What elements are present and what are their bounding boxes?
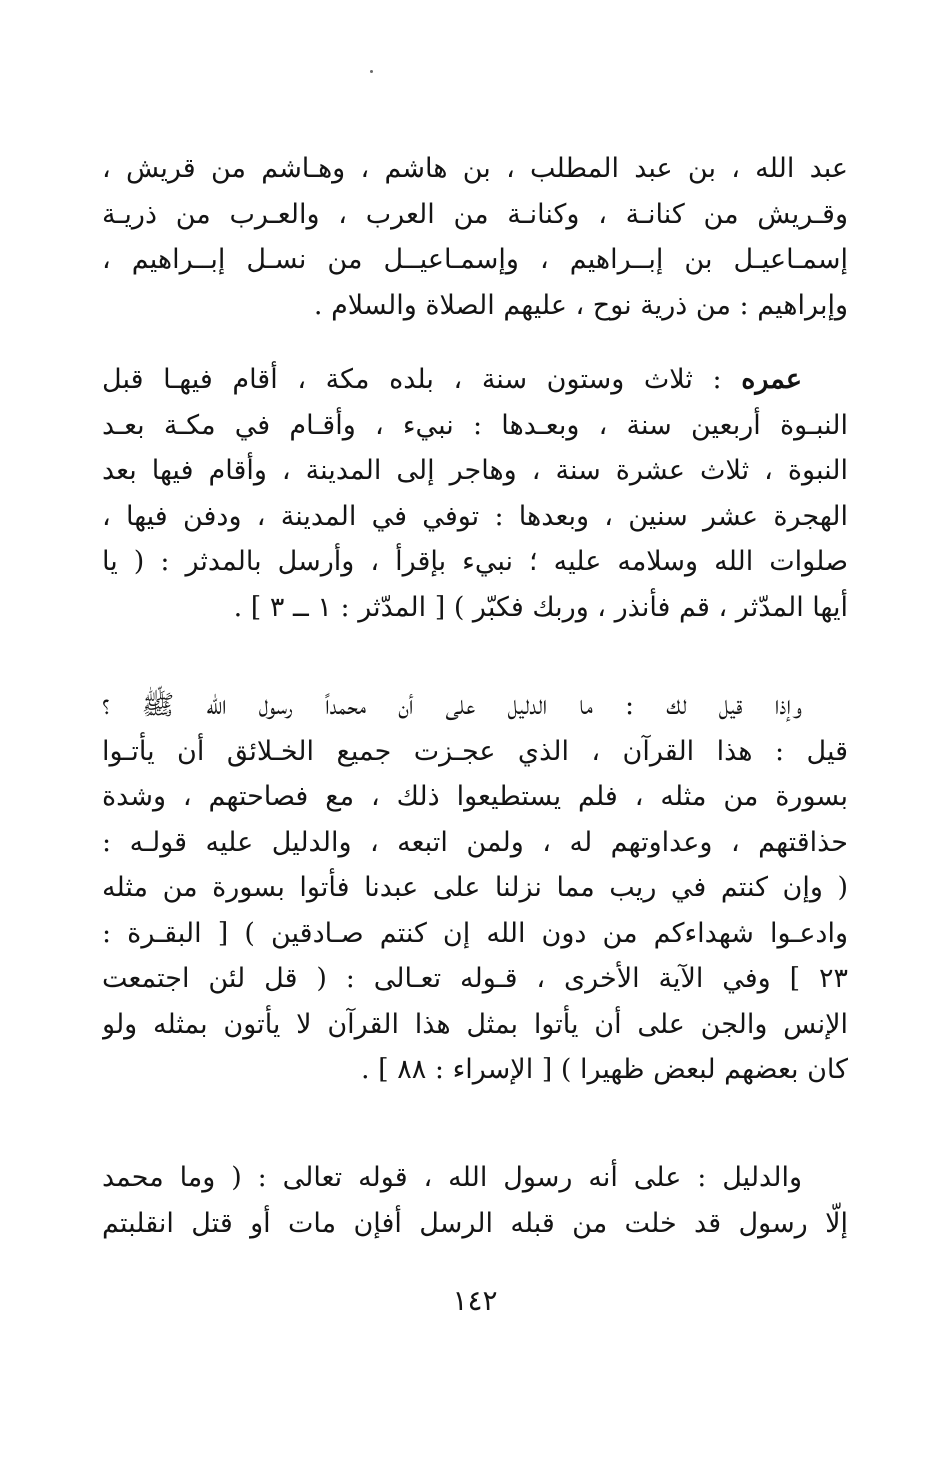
text-line: والدليل : على أنه رسول الله ، قوله تعالى : ( وما محمد bbox=[102, 1162, 802, 1193]
section-keyword: عمره bbox=[741, 364, 802, 395]
text-line: إلّا رسول قد خلت من قبله الرسل أفإن مات أو قتل انقلبتم bbox=[102, 1207, 848, 1239]
text-line: أيها المدّثر ، قم فأنذر ، وربك فكبّر ) [ المدّثر : ١ ــ ٣ ] . bbox=[233, 591, 848, 623]
text-line: وإبراهيم : من ذرية نوح ، عليهم الصلاة والسلام . bbox=[313, 289, 848, 321]
paragraph-age bbox=[102, 357, 848, 630]
text-line: النبـوة أربعين سنة ، وبعـدها : نبيء ، وأقـام في مكـة بعـد bbox=[102, 409, 848, 441]
text-line: قيل : هذا القرآن ، الذي عجـزت جميع الخـلائق أن يأتـوا bbox=[102, 735, 848, 767]
paragraph-proof-messenger bbox=[102, 1155, 848, 1246]
text-line: ( وإن كنتم في ريب مما نزلنا على عبدنا فأتوا بسورة من مثله bbox=[102, 872, 848, 903]
text-line: وقـريش من كنانـة ، وكنانـة من العرب ، والعـرب من ذريـة bbox=[102, 198, 848, 230]
text-line: إسمـاعيـل بن إبــراهيم ، وإسمـاعيــل من نسـل إبــراهيم ، bbox=[102, 244, 848, 275]
paragraph-proof-quran bbox=[102, 683, 848, 1093]
text-line: وإذا قيل لك : ما الدليل على أن محمداً رسول الله ﷺ ؟ bbox=[102, 690, 802, 721]
text-line: ٢٣ ] وفي الآية الأخرى ، قـوله تعـالى : ( قل لئن اجتمعت bbox=[102, 963, 848, 994]
text-line: صلوات الله وسلامه عليه ؛ نبيء بإقرأ ، وأرسل بالمدثر : ( يا bbox=[102, 546, 848, 577]
text-line: الهجرة عشر سنين ، وبعدها : توفي في المدينة ، ودفن فيها ، bbox=[102, 500, 848, 532]
text-fragment: : ثلاث وستون سنة ، بلده مكة ، أقام فيهـا قبل bbox=[102, 364, 742, 395]
text-line: وادعـوا شهداءكم من دون الله إن كنتم صـادقين ) [ البقـرة : bbox=[102, 917, 848, 949]
text-line: الإنس والجن على أن يأتوا بمثل هذا القرآن لا يأتون بمثله ولو bbox=[102, 1008, 848, 1040]
text-line bbox=[102, 357, 848, 403]
text-line: حذاقتهم ، وعداوتهم له ، ولمن اتبعه ، والدليل عليه قولـه : bbox=[102, 826, 848, 858]
page-number: ١٤٢ bbox=[452, 1284, 498, 1317]
scan-speck bbox=[370, 70, 373, 73]
text-line: كان بعضهم لبعض ظهيرا ) [ الإسراء : ٨٨ ] . bbox=[361, 1054, 848, 1085]
text-line: بسورة من مثله ، فلم يستطيعوا ذلك ، مع فصاحتهم ، وشدة bbox=[102, 781, 848, 812]
text-line: النبوة ، ثلاث عشرة سنة ، وهاجر إلى المدينة ، وأقام فيها بعد bbox=[102, 455, 848, 486]
paragraph-lineage bbox=[102, 146, 848, 328]
text-line: عبد الله ، بن عبد المطلب ، بن هاشم ، وهـاشم من قريش ، bbox=[102, 153, 848, 184]
